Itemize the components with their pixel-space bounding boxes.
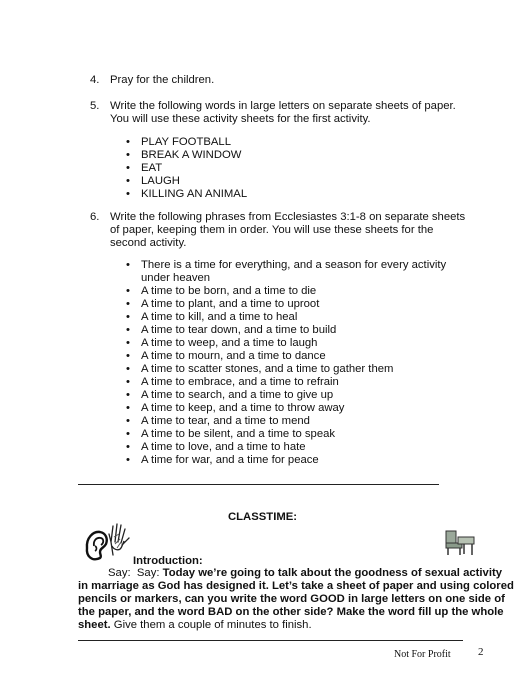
item-4-number: 4. bbox=[90, 74, 100, 86]
item-6-line-3: second activity. bbox=[110, 237, 187, 249]
item-6-number: 6. bbox=[90, 211, 100, 223]
intro-line-1 bbox=[108, 567, 502, 580]
list-item-line-1: There is a time for everything, and a season for every activity bbox=[141, 259, 447, 271]
section-divider bbox=[78, 484, 439, 485]
list-item: • A time to tear down, and a time to build bbox=[126, 324, 446, 337]
item-5-line-1: Write the following words in large letters on separate sheets of paper. bbox=[110, 100, 456, 112]
list-item: • BREAK A WINDOW bbox=[126, 149, 247, 162]
introduction-heading: Introduction: bbox=[133, 555, 203, 567]
list-item: • A time to mourn, and a time to dance bbox=[126, 350, 446, 363]
intro-line-5-bold: sheet. bbox=[78, 619, 111, 631]
list-item: • A time to embrace, and a time to refrain bbox=[126, 376, 446, 389]
ear-icon bbox=[80, 528, 110, 564]
item-6-line-2: of paper, keeping them in order. You will use these sheets for the bbox=[110, 224, 434, 236]
ecclesiastes-phrase-list bbox=[126, 259, 446, 467]
list-item: • EAT bbox=[126, 162, 247, 175]
item-6-line-1: Write the following phrases from Ecclesiastes 3:1-8 on separate sheets bbox=[110, 211, 466, 223]
item-5-line-2: You will use these activity sheets for the first activity. bbox=[110, 113, 371, 125]
list-item: • A time to search, and a time to give up bbox=[126, 389, 446, 402]
say-label: Say: bbox=[136, 567, 160, 579]
item-5-word-list bbox=[126, 136, 247, 201]
list-item bbox=[126, 259, 446, 285]
hand-icon bbox=[107, 522, 131, 556]
page-number: 2 bbox=[478, 646, 484, 658]
say-label: Say: bbox=[108, 567, 131, 579]
list-item: • A time to kill, and a time to heal bbox=[126, 311, 446, 324]
list-item: • A time to be born, and a time to die bbox=[126, 285, 446, 298]
list-item: • LAUGH bbox=[126, 175, 247, 188]
intro-line-4: the paper, and the word BAD on the other side? Make the word fill up the whole bbox=[78, 606, 504, 618]
list-item-line-2: under heaven bbox=[141, 272, 211, 284]
intro-line-3: pencils or markers, can you write the word GOOD in large letters on one side of bbox=[78, 593, 505, 605]
list-item: • A time to be silent, and a time to speak bbox=[126, 428, 446, 441]
item-4-text: Pray for the children. bbox=[110, 74, 215, 86]
footer-label: Not For Profit bbox=[394, 649, 451, 660]
intro-bold-text: Today we’re going to talk about the goodness of sexual activity bbox=[162, 567, 503, 579]
item-5-number: 5. bbox=[90, 100, 100, 112]
chair-desk-icon bbox=[442, 527, 476, 557]
intro-line-2: in marriage as God has designed it. Let’s take a sheet of paper and using colored bbox=[78, 580, 514, 592]
intro-line-5-text: Give them a couple of minutes to finish. bbox=[110, 619, 312, 631]
list-item: • A time to love, and a time to hate bbox=[126, 441, 446, 454]
list-item: • A time to plant, and a time to uproot bbox=[126, 298, 446, 311]
list-item: • A time to scatter stones, and a time to gather them bbox=[126, 363, 446, 376]
footer-divider bbox=[78, 640, 463, 641]
classtime-heading: CLASSTIME: bbox=[228, 511, 298, 523]
intro-line-5 bbox=[78, 619, 312, 632]
list-item: • A time to keep, and a time to throw away bbox=[126, 402, 446, 415]
list-item: • KILLING AN ANIMAL bbox=[126, 188, 247, 201]
list-item: • PLAY FOOTBALL bbox=[126, 136, 247, 149]
list-item: • A time to weep, and a time to laugh bbox=[126, 337, 446, 350]
list-item: • A time for war, and a time for peace bbox=[126, 454, 446, 467]
list-item: • A time to tear, and a time to mend bbox=[126, 415, 446, 428]
